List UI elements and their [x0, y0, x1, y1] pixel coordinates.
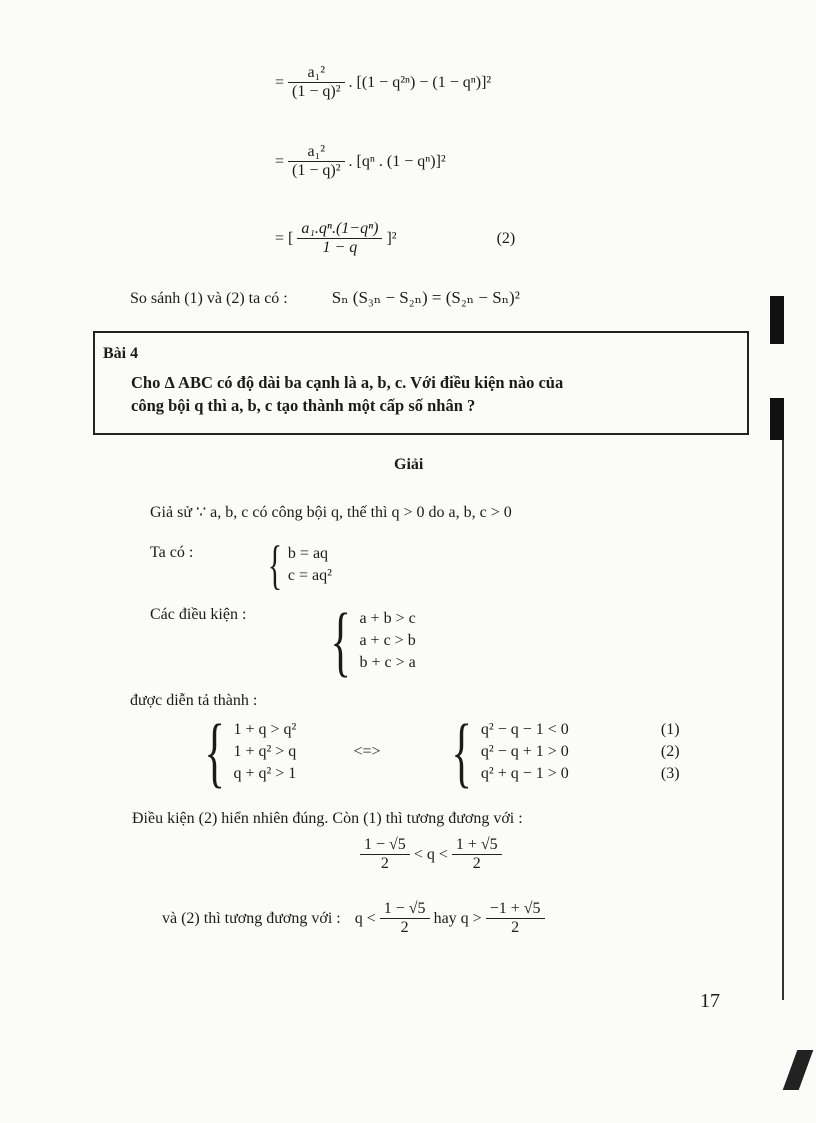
- comparison-text: So sánh (1) và (2) ta có :: [130, 290, 288, 307]
- fraction: [380, 900, 430, 937]
- comparison-formula: Sₙ (S₃ₙ − S₂ₙ) = (S₂ₙ − Sₙ)²: [331, 288, 520, 307]
- system-row: a + c > b: [359, 632, 416, 649]
- equation-tag: (3): [660, 765, 680, 782]
- equation-line-3: [275, 220, 515, 257]
- taco-rows: [288, 543, 332, 587]
- system-b: [481, 719, 661, 785]
- system-row: q + q² > 1: [233, 765, 297, 782]
- inequality-part: hay q >: [433, 909, 482, 927]
- fraction: [452, 836, 502, 873]
- system-row: b + c > a: [359, 654, 416, 671]
- numerator: 1 − √5: [360, 836, 410, 855]
- equation-tag: (2): [660, 743, 680, 760]
- left-brace-icon: {: [267, 535, 283, 595]
- numerator: a₁.qⁿ.(1−qⁿ): [297, 220, 382, 239]
- equation-line-1: [275, 64, 491, 101]
- page-number: 17: [700, 990, 720, 1012]
- system-pair: [196, 708, 680, 795]
- equivalence-sign: <=>: [353, 743, 381, 760]
- margin-tab-mark: [770, 398, 784, 440]
- comparison-line: [130, 288, 520, 308]
- taco-label: Ta có :: [150, 544, 194, 561]
- system-row: q² − q − 1 < 0: [480, 721, 569, 738]
- problem-box: [93, 331, 749, 435]
- equals-sign: =: [275, 152, 285, 170]
- expressed-text: được diễn tả thành :: [130, 692, 258, 709]
- inequality-2-text: và (2) thì tương đương với :: [162, 909, 341, 927]
- system-row: b = aq: [287, 545, 329, 562]
- problem-line-1: Cho Δ ABC có độ dài ba cạnh là a, b, c. Với điều kiện nào của: [131, 373, 564, 392]
- denominator: (1 − q)²: [292, 83, 341, 100]
- margin-tab-mark: [770, 296, 784, 344]
- problem-title: Bài 4: [103, 345, 139, 362]
- fraction: [360, 836, 410, 873]
- equation-rest: . [qⁿ . (1 − qⁿ)]²: [348, 152, 446, 170]
- fraction: [288, 143, 344, 180]
- system-row: 1 + q² > q: [233, 743, 297, 760]
- numerator: 1 + √5: [452, 836, 502, 855]
- condition-text: Điều kiện (2) hiển nhiên đúng. Còn (1) thì tương đương với :: [132, 810, 523, 827]
- equation-line-2: [275, 143, 446, 180]
- equation-tags: [661, 719, 680, 785]
- fraction: [486, 900, 545, 937]
- inequality-middle: < q <: [413, 845, 448, 863]
- system-row: c = aq²: [287, 567, 332, 584]
- equation-tag: (1): [660, 721, 680, 738]
- system-row: a + b > c: [359, 610, 416, 627]
- equation-rest: . [(1 − q²ⁿ) − (1 − qⁿ)]²: [348, 73, 492, 91]
- denominator: 2: [380, 855, 389, 872]
- system-row: q² − q + 1 > 0: [480, 743, 569, 760]
- conditions-rows: [359, 608, 415, 674]
- denominator: 2: [511, 919, 520, 936]
- solution-line-1: Giả sử ∵ a, b, c có công bội q, thế thì q > 0 do a, b, c > 0: [150, 504, 512, 521]
- solution-heading: Giải: [394, 456, 424, 473]
- numerator: 1 − √5: [380, 900, 430, 919]
- denominator: (1 − q)²: [292, 162, 341, 179]
- margin-rule: [782, 440, 784, 1000]
- conditions-system: [150, 597, 416, 684]
- inequality-part: q <: [354, 909, 376, 927]
- numerator: a₁²: [288, 143, 344, 162]
- left-brace-icon: {: [204, 708, 226, 795]
- system-row: q² + q − 1 > 0: [480, 765, 569, 782]
- left-brace-icon: {: [330, 597, 352, 684]
- fraction: [297, 220, 382, 257]
- denominator: 2: [400, 919, 409, 936]
- taco-system: [150, 535, 332, 595]
- system-row: 1 + q > q²: [233, 721, 297, 738]
- inequality-1: [360, 836, 502, 873]
- problem-line-2: công bội q thì a, b, c tạo thành một cấp số nhân ?: [131, 396, 476, 415]
- fraction: [288, 64, 344, 101]
- denominator: 2: [472, 855, 481, 872]
- conditions-label: Các điều kiện :: [150, 606, 247, 623]
- equation-rest: ]²: [386, 229, 397, 247]
- equals-sign: =: [275, 73, 285, 91]
- numerator: −1 + √5: [486, 900, 545, 919]
- denominator: 1 − q: [322, 239, 358, 256]
- inequality-2: [162, 900, 545, 937]
- system-a: [233, 719, 353, 785]
- corner-mark: [783, 1050, 814, 1090]
- equals-bracket: = [: [275, 229, 294, 247]
- numerator: a₁²: [288, 64, 344, 83]
- equation-tag: (2): [496, 229, 516, 247]
- left-brace-icon: {: [451, 708, 473, 795]
